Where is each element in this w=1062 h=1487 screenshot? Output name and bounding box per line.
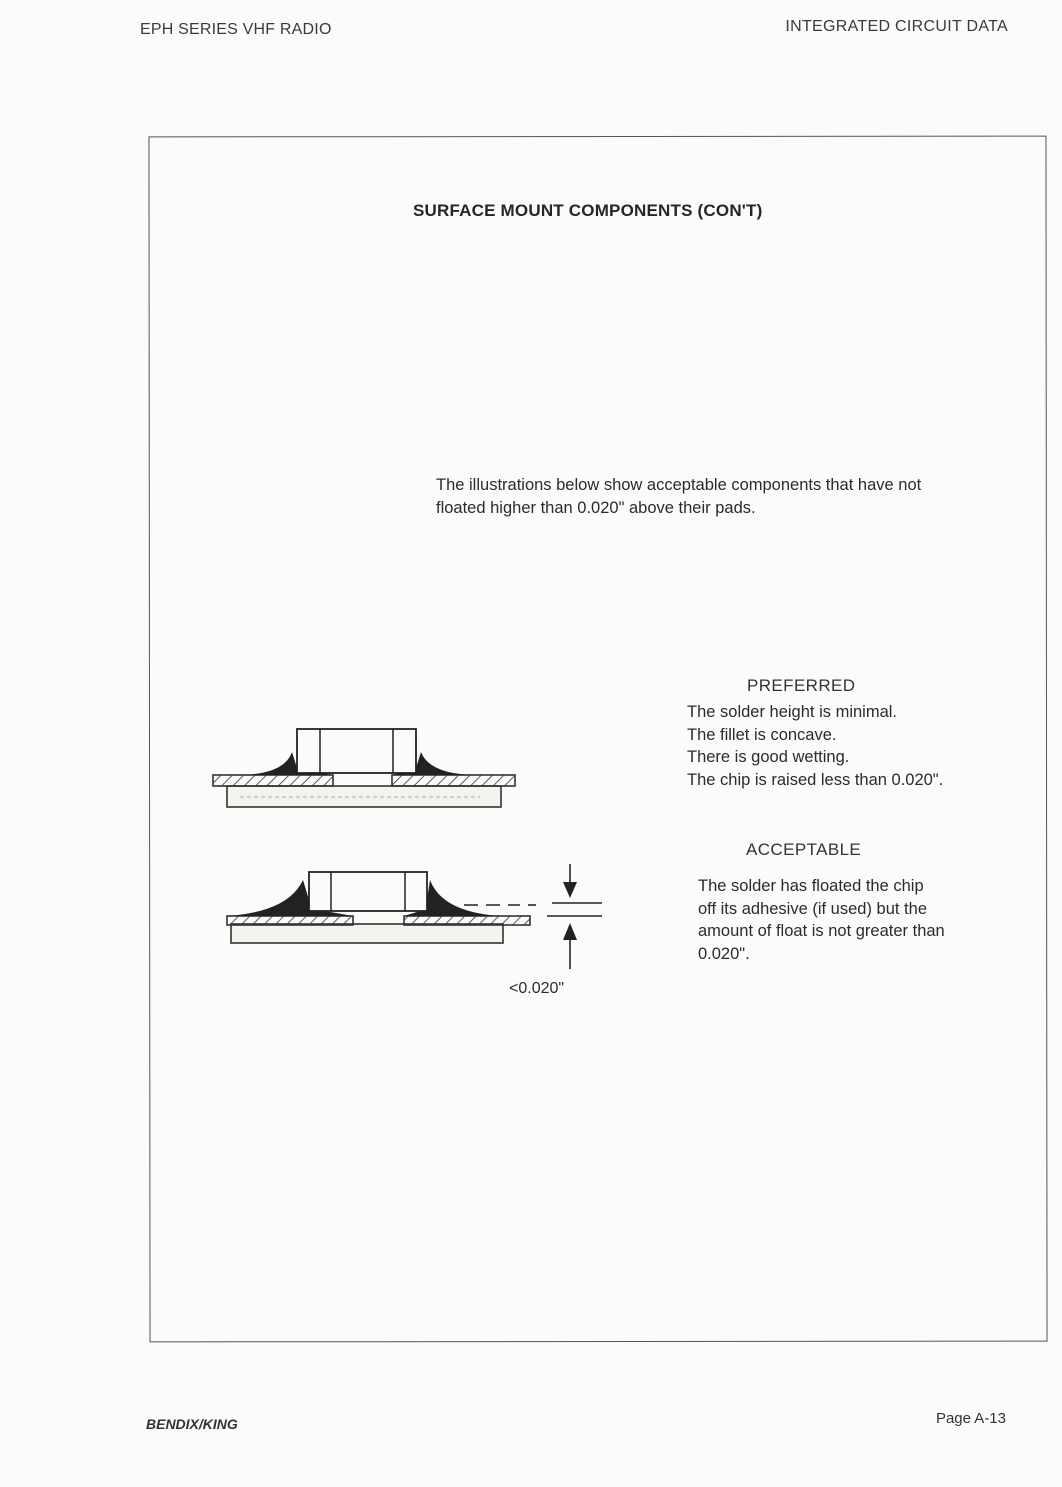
page-number: Page A-13 [935,1410,1006,1427]
preferred-line: There is good wetting. [687,748,850,766]
acceptable-line: The solder has floated the chip [698,877,924,895]
footer-brand: BENDIX/KING [146,1416,238,1432]
header-right: INTEGRATED CIRCUIT DATA [785,18,1008,35]
preferred-line: The solder height is minimal. [687,703,898,721]
acceptable-chip-diagram [227,872,530,943]
preferred-line: The fillet is concave. [687,725,837,744]
pad-left [213,775,333,786]
pad-right [392,775,515,786]
intro-line: floated higher than 0.020" above their pads. [436,499,756,517]
arrow-up-icon [563,923,577,940]
pad-left [227,916,353,925]
header-left: EPH SERIES VHF RADIO [140,21,332,38]
acceptable-heading: ACCEPTABLE [746,840,862,859]
acceptable-line: off its adhesive (if used) but the [698,899,927,918]
chip-body [297,729,416,773]
chip-body [309,872,427,911]
pcb-board [231,924,503,943]
pad-right [404,916,530,925]
acceptable-line: amount of float is not greater than [698,922,945,940]
section-title: SURFACE MOUNT COMPONENTS (CON'T) [413,201,763,220]
dimension-label: <0.020" [509,980,565,997]
preferred-line: The chip is raised less than 0.020". [687,770,944,789]
arrow-down-icon [563,882,577,898]
preferred-heading: PREFERRED [747,676,856,695]
acceptable-line: 0.020". [698,944,750,963]
intro-line: The illustrations below show acceptable components that have not [436,476,922,494]
preferred-chip-diagram [213,729,515,807]
